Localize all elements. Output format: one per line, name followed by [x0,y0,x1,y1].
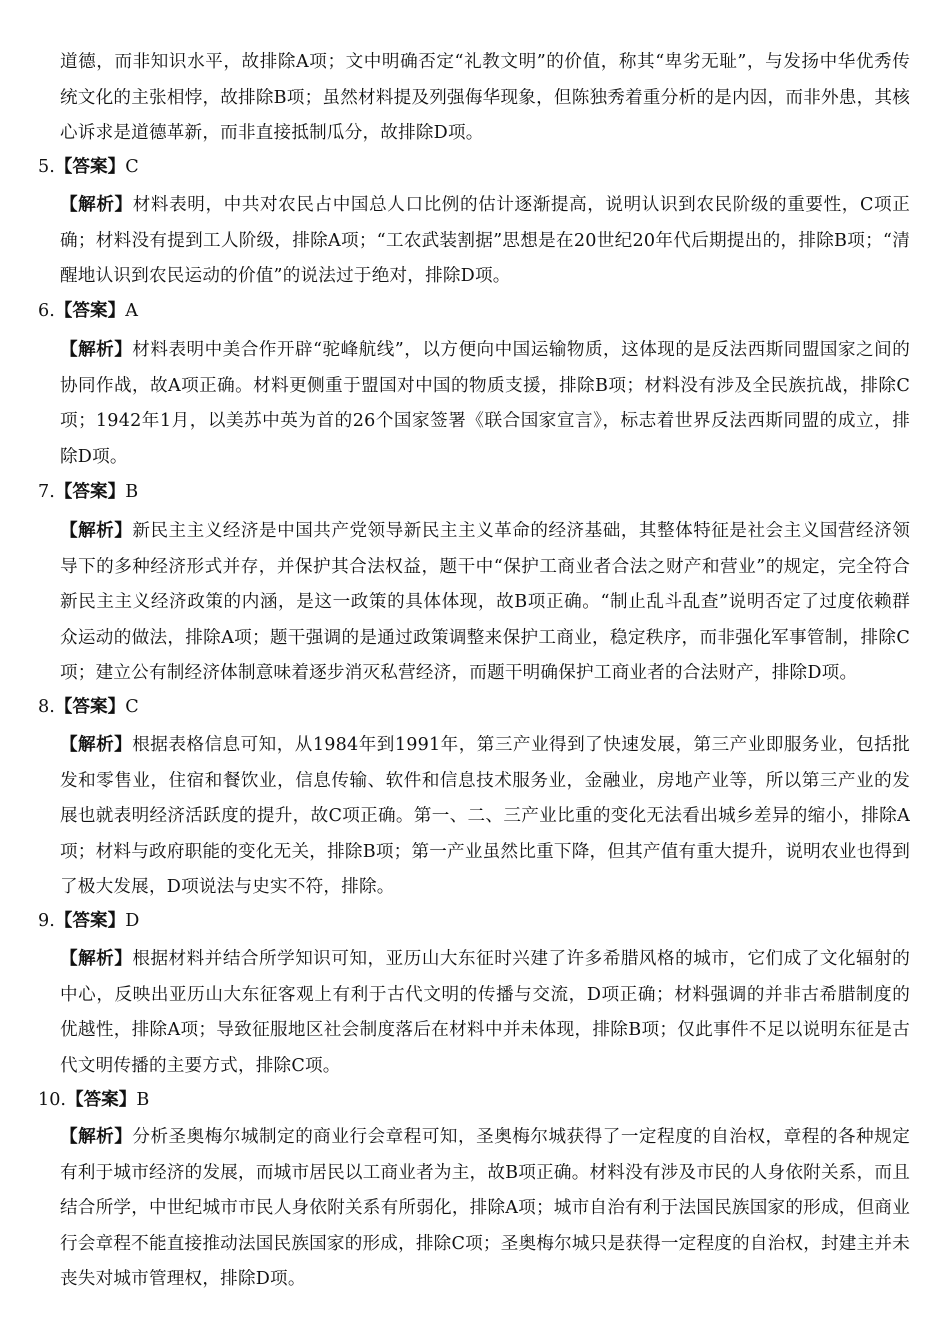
answer-label: 【答案】 [54,157,126,177]
answer-heading-9 [38,906,139,936]
answer-label: 【答案】 [54,911,126,931]
analysis-text: 分析圣奥梅尔城制定的商业行会章程可知，圣奥梅尔城获得了一定程度的自治权，章程的各种规定有利于城市经济的发展，而城市居民以工商业者为主，故B项正确。材料没有涉及市民的人身依附关系，而且结合所学，中世纪城市市民人身依附关系有所弱化，排除A项；城市自治有利于法国民族国家的形成，但商业行会章程不能直接推动法国民族国家的形成，排除C项；圣奥梅尔城只是获得一定程度的自治权，封建主并未丧失对城市管理权，排除D项。 [60,1127,910,1289]
analysis-text: 根据表格信息可知，从1984年到1991年，第三产业得到了快速发展，第三产业即服务业，包括批发和零售业，住宿和餐饮业，信息传输、软件和信息技术服务业，金融业，房地产业等，所以第三产业的发展也就表明经济活跃度的提升，故C项正确。第一、二、三产业比重的变化无法看出城乡差异的缩小，排除A项；材料与政府职能的变化无关，排除B项；第一产业虽然比重下降，但其产值有重大提升，说明农业也得到了极大发展，D项说法与史实不符，排除。 [60,735,910,897]
answer-value: C [125,697,139,717]
analysis-paragraph-6 [60,333,910,475]
analysis-text: 新民主主义经济是中国共产党领导新民主主义革命的经济基础，其整体特征是社会主义国营经济领导下的多种经济形式并存，并保护其合法权益，题干中“保护工商业者合法之财产和营业”的规定，完全符合新民主主义经济政策的内涵，是这一政策的具体体现，故B项正确。“制止乱斗乱查”说明否定了过度依赖群众运动的做法，排除A项；题干强调的是通过政策调整来保护工商业，稳定秩序，而非强化军事管制，排除C项；建立公有制经济体制意味着逐步消灭私营经济，而题干明确保护工商业者的合法财产，排除D项。 [60,521,910,683]
analysis-text: 材料表明，中共对农民占中国总人口比例的估计逐渐提高，说明认识到农民阶级的重要性，C项正确；材料没有提到工人阶级，排除A项；“工农武装割据”思想是在20世纪20年代后期提出的，排除B项；“清醒地认识到农民运动的价值”的说法过于绝对，排除D项。 [60,195,910,286]
item-number: 10. [38,1090,66,1110]
analysis-label: 【解析】 [60,521,133,541]
answer-heading-5 [38,152,139,182]
analysis-paragraph-5 [60,188,910,295]
answer-value: B [125,482,139,502]
intro-paragraph [60,45,910,152]
analysis-label: 【解析】 [60,949,133,969]
answer-heading-10 [38,1085,149,1115]
answer-heading-7 [38,477,138,507]
item-number: 6. [38,301,55,321]
answer-heading-6 [38,296,138,326]
answer-value: C [125,157,139,177]
analysis-text: 根据材料并结合所学知识可知，亚历山大东征时兴建了许多希腊风格的城市，它们成了文化辐射的中心，反映出亚历山大东征客观上有利于古代文明的传播与交流，D项正确；材料强调的并非古希腊制度的优越性，排除A项；导致征服地区社会制度落后在材料中并未体现，排除B项；仅此事件不足以说明东征是古代文明传播的主要方式，排除C项。 [60,949,910,1076]
answer-label: 【答案】 [54,482,126,502]
analysis-paragraph-10 [60,1120,910,1298]
item-number: 9. [38,911,55,931]
analysis-paragraph-7 [60,514,910,692]
analysis-label: 【解析】 [60,1127,133,1147]
analysis-label: 【解析】 [60,340,133,360]
analysis-text: 材料表明中美合作开辟“驼峰航线”，以方便向中国运输物质，这体现的是反法西斯同盟国家之间的协同作战，故A项正确。材料更侧重于盟国对中国的物质支援，排除B项；材料没有涉及全民族抗战，排除C项；1942年1月，以美苏中英为首的26个国家签署《联合国家宣言》，标志着世界反法西斯同盟的成立，排除D项。 [60,340,910,467]
item-number: 7. [38,482,55,502]
answer-value: B [136,1090,150,1110]
answer-value: D [125,911,140,931]
answer-value: A [125,301,138,321]
answer-heading-8 [38,692,139,722]
answer-label: 【答案】 [65,1090,137,1110]
answer-label: 【答案】 [54,301,126,321]
item-number: 8. [38,697,55,717]
analysis-paragraph-9 [60,942,910,1084]
analysis-label: 【解析】 [60,195,133,215]
item-number: 5. [38,157,55,177]
analysis-label: 【解析】 [60,735,133,755]
intro-text: 道德，而非知识水平，故排除A项；文中明确否定“礼教文明”的价值，称其“卑劣无耻”，与发扬中华优秀传统文化的主张相悖，故排除B项；虽然材料提及列强侮华现象，但陈独秀着重分析的是内因，而非外患，其核心诉求是道德革新，而非直接抵制瓜分，故排除D项。 [60,52,910,143]
answer-label: 【答案】 [54,697,126,717]
analysis-paragraph-8 [60,728,910,906]
